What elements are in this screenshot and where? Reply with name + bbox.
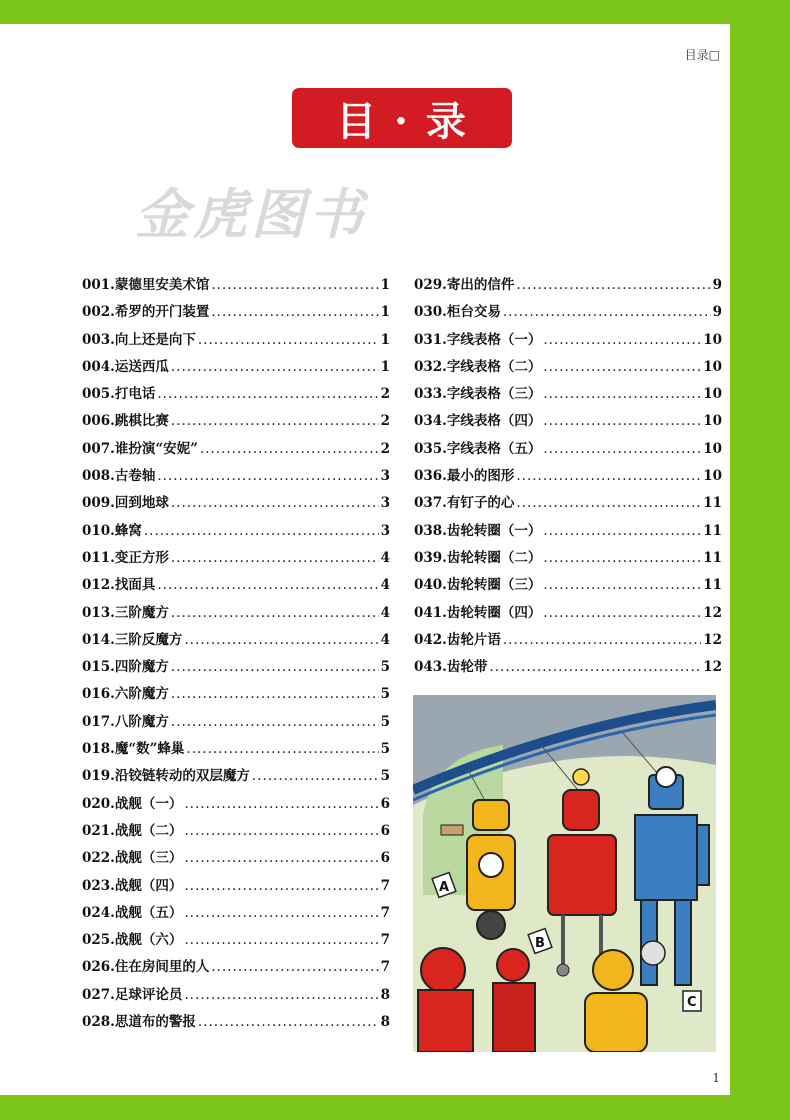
toc-entry-page: 6 <box>380 850 390 867</box>
toc-entry-title: 四阶魔方 <box>114 659 169 676</box>
toc-entry <box>82 983 390 1010</box>
toc-entry-page: 5 <box>380 741 390 758</box>
toc-entry <box>82 819 390 846</box>
toc-entry-number: 030. <box>414 304 447 321</box>
toc-leader-dots <box>144 523 379 539</box>
page-title: 目 · 录 <box>336 97 468 145</box>
toc-entry-number: 026. <box>82 959 115 976</box>
toc-entry <box>82 573 390 600</box>
toc-entry-number: 041. <box>414 604 447 621</box>
toc-entry-title: 住在房间里的人 <box>114 959 210 976</box>
toc-entry-page: 1 <box>380 331 390 348</box>
toc-entry <box>82 546 390 573</box>
toc-entry <box>82 846 390 873</box>
toc-entry-title: 蜂窝 <box>114 522 142 539</box>
toc-entry-title: 字线表格（三） <box>446 386 542 403</box>
toc-entry-number: 036. <box>414 468 447 485</box>
toc-entry-page: 4 <box>380 577 390 594</box>
toc-entry-title: 字线表格（二） <box>446 358 542 375</box>
toc-entry-page: 6 <box>380 822 390 839</box>
toc-entry <box>82 874 390 901</box>
toc-entry-number: 005. <box>82 386 115 403</box>
toc-leader-dots <box>186 741 378 757</box>
illustration-tag-label: C <box>687 995 697 1010</box>
publisher-watermark: 金虎图书 <box>135 183 367 246</box>
toc-entry <box>82 710 390 737</box>
toc-entry-number: 024. <box>82 904 115 921</box>
toc-entry <box>414 273 722 300</box>
toc-entry-number: 022. <box>82 850 115 867</box>
toc-entry-page: 11 <box>703 522 722 539</box>
toc-title-box <box>292 88 512 148</box>
toc-leader-dots <box>171 686 379 702</box>
toc-entry-page: 7 <box>380 959 390 976</box>
toc-entry-title: 变正方形 <box>114 549 169 566</box>
toc-entry-title: 战舰（三） <box>114 850 183 867</box>
toc-entry-number: 019. <box>82 768 115 785</box>
toc-entry-number: 009. <box>82 495 115 512</box>
toc-entry-number: 032. <box>414 358 447 375</box>
toc-entry-page: 4 <box>380 549 390 566</box>
toc-entry-number: 013. <box>82 604 115 621</box>
toc-entry-number: 038. <box>414 522 447 539</box>
toc-entry-title: 最小的图形 <box>446 468 515 485</box>
toc-leader-dots <box>543 605 701 621</box>
toc-entry-number: 034. <box>414 413 447 430</box>
toc-entry <box>414 437 722 464</box>
toc-leader-dots <box>503 304 711 320</box>
toc-entry-number: 031. <box>414 331 447 348</box>
toc-entry-page: 12 <box>703 659 722 676</box>
toc-entry <box>82 382 390 409</box>
toc-entry <box>414 546 722 573</box>
toc-entry <box>82 655 390 682</box>
toc-entry-title: 回到地球 <box>114 495 169 512</box>
toc-entry-title: 齿轮片语 <box>446 631 501 648</box>
toc-entry-page: 11 <box>703 495 722 512</box>
toc-entry <box>82 792 390 819</box>
toc-entry-page: 7 <box>380 932 390 949</box>
toc-entry-title: 谁扮演“安妮” <box>114 440 198 457</box>
toc-entry-page: 5 <box>380 686 390 703</box>
toc-entry-title: 古卷轴 <box>114 468 156 485</box>
toc-entry-number: 043. <box>414 659 447 676</box>
toc-entry-title: 战舰（五） <box>114 904 183 921</box>
toc-leader-dots <box>171 605 379 621</box>
toc-entry-page: 3 <box>380 495 390 512</box>
toc-entry-title: 跳棋比赛 <box>114 413 169 430</box>
toc-entry-number: 021. <box>82 822 115 839</box>
toc-leader-dots <box>184 850 378 866</box>
toc-entry-page: 5 <box>380 659 390 676</box>
toc-entry-number: 001. <box>82 277 115 293</box>
toc-entry-title: 找面具 <box>114 577 156 594</box>
book-page <box>0 24 730 1095</box>
toc-leader-dots <box>184 796 378 812</box>
toc-leader-dots <box>157 577 378 593</box>
toc-leader-dots <box>489 659 701 675</box>
toc-entry-title: 三阶反魔方 <box>114 631 183 648</box>
toc-leader-dots <box>184 932 378 948</box>
toc-entry-title: 战舰（二） <box>114 822 183 839</box>
toc-entry-title: 三阶魔方 <box>114 604 169 621</box>
toc-entry-page: 10 <box>703 386 722 403</box>
toc-leader-dots <box>200 441 379 457</box>
toc-entry-page: 2 <box>380 413 390 430</box>
toc-leader-dots <box>503 632 701 648</box>
tag-c-icon <box>683 991 701 1011</box>
toc-leader-dots <box>184 823 378 839</box>
toc-entry <box>82 437 390 464</box>
toc-entry-page: 5 <box>380 768 390 785</box>
toc-leader-dots <box>171 550 379 566</box>
toc-entry-number: 040. <box>414 577 447 594</box>
toc-entry-page: 10 <box>703 331 722 348</box>
toc-entry <box>414 519 722 546</box>
toc-entry <box>82 737 390 764</box>
toc-entry-number: 007. <box>82 440 115 457</box>
toc-leader-dots <box>543 359 701 375</box>
toc-entry-page: 9 <box>712 304 722 321</box>
toc-entry <box>82 682 390 709</box>
toc-entry-title: 字线表格（一） <box>446 331 542 348</box>
toc-entry-number: 017. <box>82 713 115 730</box>
toc-leader-dots <box>543 523 701 539</box>
toc-entry <box>82 928 390 955</box>
toc-entry-number: 018. <box>82 741 115 758</box>
toc-entry-page: 12 <box>703 631 722 648</box>
toc-entry-number: 010. <box>82 522 115 539</box>
toc-entry-number: 042. <box>414 631 447 648</box>
toc-leader-dots <box>543 577 701 593</box>
toc-leader-dots <box>184 632 378 648</box>
toc-entry-number: 002. <box>82 304 115 321</box>
illustration-tag-label: B <box>535 936 545 951</box>
toc-entry <box>414 409 722 436</box>
toc-entry-page: 2 <box>380 440 390 457</box>
toc-entry-title: 字线表格（五） <box>446 440 542 457</box>
toc-entry-title: 沿铰链转动的双层魔方 <box>114 768 250 785</box>
toc-leader-dots <box>157 468 378 484</box>
toc-entry-number: 025. <box>82 932 115 949</box>
toc-entry-title: 打电话 <box>114 386 156 403</box>
toc-entry-title: 运送西瓜 <box>114 358 169 375</box>
toc-entry-title: 战舰（一） <box>114 795 183 812</box>
toc-leader-dots <box>171 413 379 429</box>
toc-entry <box>82 901 390 928</box>
toc-entry-number: 033. <box>414 386 447 403</box>
toc-entry-title: 战舰（六） <box>114 932 183 949</box>
toc-entry-page: 8 <box>380 986 390 1003</box>
toc-leader-dots <box>543 332 701 348</box>
toc-leader-dots <box>516 495 701 511</box>
toc-entry-page: 7 <box>380 904 390 921</box>
toc-leader-dots <box>211 959 378 975</box>
toc-entry-page: 10 <box>703 358 722 375</box>
toc-entry-page: 1 <box>380 358 390 375</box>
toc-entry-page: 1 <box>380 277 390 293</box>
toc-entry <box>82 764 390 791</box>
toc-entry-title: 希罗的开门装置 <box>114 304 210 321</box>
toc-entry <box>414 655 722 682</box>
toc-entry-title: 柜台交易 <box>446 304 501 321</box>
toc-entry <box>82 955 390 982</box>
toc-entry-title: 蒙德里安美术馆 <box>114 277 210 293</box>
toc-entry <box>82 328 390 355</box>
toc-entry <box>82 628 390 655</box>
toc-entry <box>414 491 722 518</box>
toc-entry-title: 齿轮转圈（三） <box>446 577 542 594</box>
toc-entry <box>414 328 722 355</box>
toc-entry-page: 2 <box>380 386 390 403</box>
toc-entry-number: 027. <box>82 986 115 1003</box>
toc-entry-number: 035. <box>414 440 447 457</box>
toc-leader-dots <box>184 987 378 1003</box>
toc-entry-title: 有钉子的心 <box>446 495 515 512</box>
toc-entry-page: 8 <box>380 1014 390 1031</box>
toc-entry <box>82 1010 390 1037</box>
toc-entry-number: 029. <box>414 277 447 293</box>
toc-entry-title: 齿轮转圈（一） <box>446 522 542 539</box>
toc-entry-number: 012. <box>82 577 115 594</box>
toc-entry-page: 5 <box>380 713 390 730</box>
toc-entry-number: 015. <box>82 659 115 676</box>
toc-entry-page: 6 <box>380 795 390 812</box>
toc-entry <box>82 355 390 382</box>
toc-entry-page: 7 <box>380 877 390 894</box>
toc-right-column <box>414 273 722 682</box>
toc-entry-title: 思道布的警报 <box>114 1014 196 1031</box>
toc-entry-title: 字线表格（四） <box>446 413 542 430</box>
toc-entry-page: 12 <box>703 604 722 621</box>
toc-entry-page: 4 <box>380 631 390 648</box>
toc-entry <box>414 464 722 491</box>
toc-entry-number: 006. <box>82 413 115 430</box>
toc-entry-title: 齿轮转圈（二） <box>446 549 542 566</box>
toc-entry <box>82 601 390 628</box>
toc-entry-number: 008. <box>82 468 115 485</box>
toc-entry <box>414 355 722 382</box>
toc-entry-number: 023. <box>82 877 115 894</box>
toc-leader-dots <box>211 304 378 320</box>
page-number: 1 <box>712 1071 720 1085</box>
toc-entry <box>414 628 722 655</box>
toc-entry-page: 10 <box>703 440 722 457</box>
toc-entry-title: 齿轮带 <box>446 659 488 676</box>
toc-entry-page: 10 <box>703 468 722 485</box>
toc-entry-number: 003. <box>82 331 115 348</box>
toc-entry-title: 齿轮转圈（四） <box>446 604 542 621</box>
illustration-tag-label: A <box>439 880 450 895</box>
toc-entry <box>414 573 722 600</box>
toc-leader-dots <box>252 768 379 784</box>
toc-leader-dots <box>516 468 701 484</box>
toc-entry-title: 向上还是向下 <box>114 331 196 348</box>
toc-entry <box>82 464 390 491</box>
toc-leader-dots <box>198 332 379 348</box>
toc-left-column <box>82 273 390 1037</box>
toc-entry-number: 020. <box>82 795 115 812</box>
toc-leader-dots <box>543 441 701 457</box>
toc-entry-title: 六阶魔方 <box>114 686 169 703</box>
toc-leader-dots <box>211 277 378 293</box>
toc-entry <box>82 491 390 518</box>
toc-entry-page: 9 <box>712 277 722 293</box>
toc-leader-dots <box>171 659 379 675</box>
toc-leader-dots <box>171 359 379 375</box>
toc-leader-dots <box>184 878 378 894</box>
toc-entry <box>414 601 722 628</box>
toc-leader-dots <box>171 495 379 511</box>
toc-entry <box>82 409 390 436</box>
toc-entry-page: 1 <box>380 304 390 321</box>
toc-entry-page: 4 <box>380 604 390 621</box>
toc-leader-dots <box>157 386 378 402</box>
toc-entry-number: 028. <box>82 1014 115 1031</box>
toc-entry <box>82 273 390 300</box>
toc-entry-title: 魔“数”蜂巢 <box>114 741 185 758</box>
toc-entry <box>82 519 390 546</box>
toc-entry-number: 016. <box>82 686 115 703</box>
toc-entry-page: 3 <box>380 522 390 539</box>
toc-entry-number: 004. <box>82 358 115 375</box>
toc-entry-page: 10 <box>703 413 722 430</box>
toc-leader-dots <box>543 550 701 566</box>
toc-entry-title: 八阶魔方 <box>114 713 169 730</box>
toc-leader-dots <box>543 413 701 429</box>
toc-entry <box>82 300 390 327</box>
toc-entry <box>414 382 722 409</box>
toc-entry-number: 039. <box>414 549 447 566</box>
robot-illustration <box>413 695 716 1052</box>
toc-entry-title: 足球评论员 <box>114 986 183 1003</box>
toc-entry-page: 11 <box>703 549 722 566</box>
toc-entry-number: 014. <box>82 631 115 648</box>
toc-entry-title: 寄出的信件 <box>446 277 515 293</box>
toc-leader-dots <box>171 714 379 730</box>
toc-entry-number: 037. <box>414 495 447 512</box>
toc-entry-title: 战舰（四） <box>114 877 183 894</box>
toc-entry <box>414 300 722 327</box>
toc-entry-page: 3 <box>380 468 390 485</box>
toc-entry-page: 11 <box>703 577 722 594</box>
toc-leader-dots <box>184 905 378 921</box>
toc-leader-dots <box>543 386 701 402</box>
section-tag: 目录□ <box>684 48 720 62</box>
toc-entry-number: 011. <box>82 549 115 566</box>
toc-leader-dots <box>198 1014 379 1030</box>
toc-leader-dots <box>516 277 710 293</box>
